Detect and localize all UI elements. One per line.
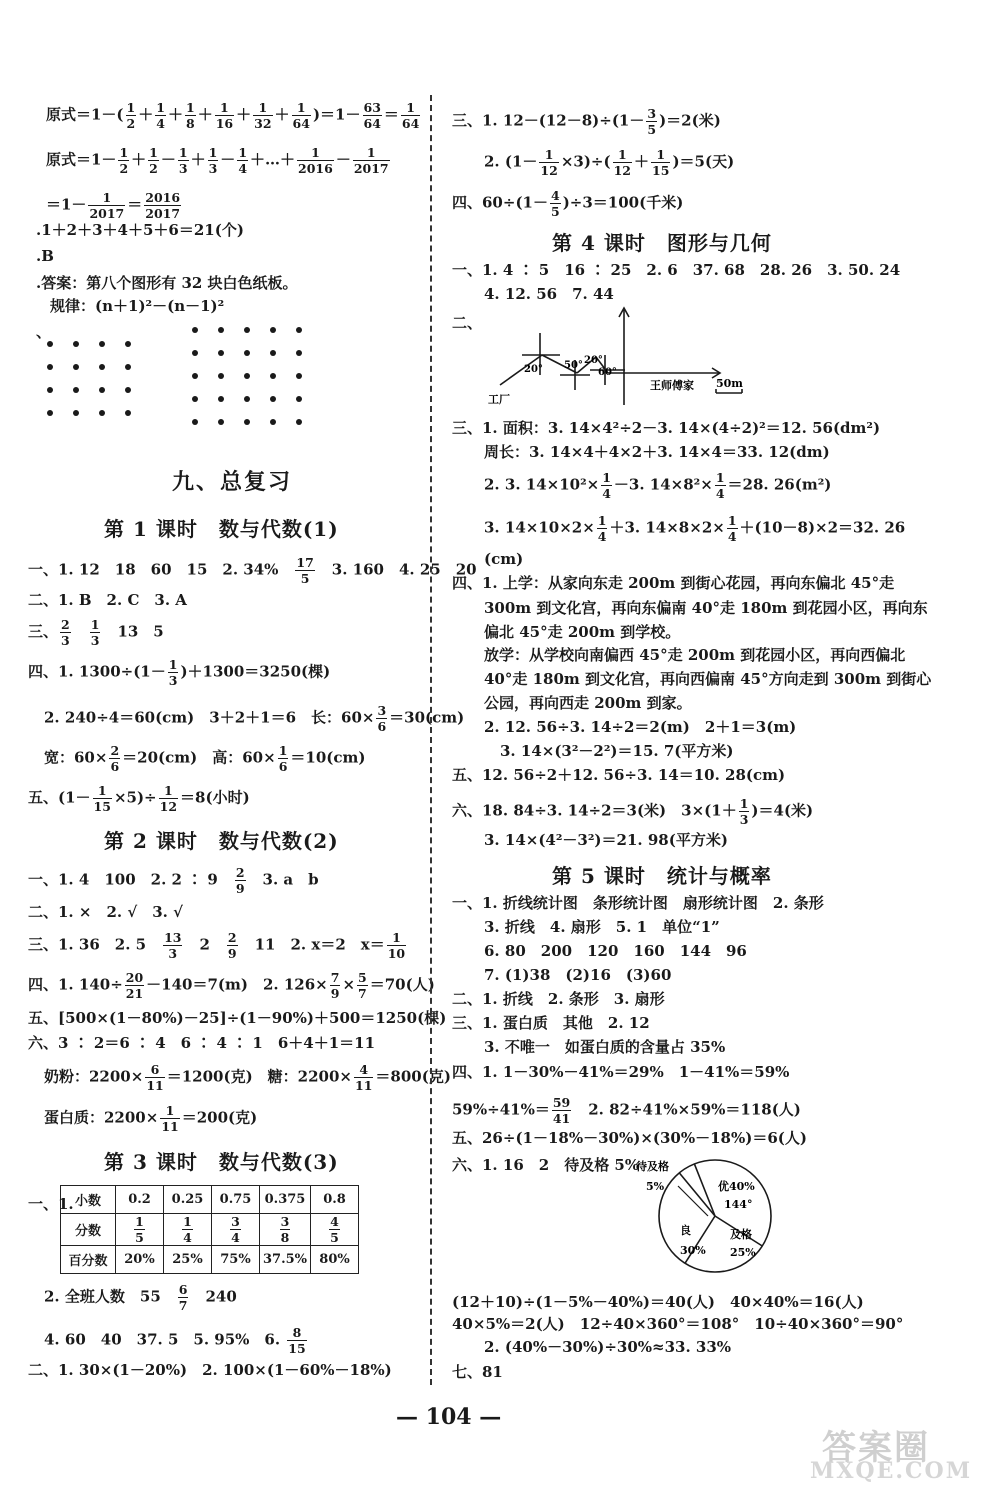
table-cell: 分数	[61, 1214, 116, 1246]
dot	[244, 373, 250, 379]
answer-line: 五、(1－ $\frac{1}{15}$ ×5)÷ $\frac{1}{12}$ ＝8(小时)	[28, 783, 250, 814]
watermark-url: MXQE.COM	[810, 1458, 973, 1484]
pie-label: 优40%	[718, 1180, 755, 1193]
answer-line: (cm)	[484, 550, 524, 568]
dot	[192, 419, 198, 425]
dot	[99, 364, 105, 370]
answer-line: 一、1. 4 100 2. 2 ∶ 9 $\frac{2}{9}$ 3. a b	[28, 865, 319, 896]
map-label: 50m	[716, 377, 743, 390]
answer-line: 二、1. 折线 2. 条形 3. 扇形	[452, 990, 665, 1008]
dot	[47, 364, 53, 370]
answer-line: 三、1. 36 2. 5 $\frac{13}{3}$ 2 $\frac{2}{9}$ 11 2. x＝2 x＝ $\frac{1}{10}$	[28, 930, 406, 961]
route-map-diagram	[480, 305, 760, 415]
answer-line: .1＋2＋3＋4＋5＋6＝21(个)	[36, 221, 244, 239]
answer-line: 宽：60× $\frac{2}{6}$ ＝20(cm) 高：60× $\frac{1}{6}$ ＝10(cm)	[44, 743, 366, 774]
pie-label: 良	[680, 1224, 691, 1237]
dot	[73, 364, 79, 370]
answer-line: 二、1. B 2. C 3. A	[28, 591, 187, 609]
conversion-table	[60, 1185, 359, 1274]
answer-line: 一、1. 12 18 60 15 2. 34% $\frac{17}{5}$ 3. 160 4. 25 20	[28, 555, 477, 586]
dot	[296, 373, 302, 379]
answer-line: 公园，再向西走 200m 到家。	[484, 694, 692, 712]
dot	[270, 396, 276, 402]
answer-line: 300m 到文化宫，再向东偏南 40°走 180m 到花园小区，再向东	[484, 599, 928, 617]
map-label: 20°	[524, 364, 543, 375]
table-cell: $\frac{1}{4}$	[164, 1214, 212, 1246]
answer-line: 五、[500×(1－80%)－25]÷(1－90%)＋500＝1250(棵)	[28, 1009, 447, 1027]
answer-line: 周长：3. 14×4＋4×2＋3. 14×4＝33. 12(dm)	[484, 443, 830, 461]
dot	[192, 350, 198, 356]
dot	[125, 410, 131, 416]
map-label: 20°	[584, 355, 603, 366]
dot	[99, 387, 105, 393]
dot	[218, 396, 224, 402]
lesson-heading: 第 5 课时 统计与概率	[552, 864, 772, 888]
answer-line: 3. 14×(3²－2²)＝15. 7(平方米)	[500, 742, 734, 760]
answer-line: 3. 不唯一 如蛋白质的含量占 35%	[484, 1038, 726, 1056]
answer-line: 3. 14×10×2× $\frac{1}{4}$ ＋3. 14×8×2× $\frac{1}{4}$ ＋(10－8)×2＝32. 26	[484, 513, 906, 544]
lesson-heading: 第 4 课时 图形与几何	[552, 231, 772, 255]
answer-line: 六、1. 16 2 待及格 5%	[452, 1156, 640, 1174]
dot	[192, 373, 198, 379]
answer-line: 四、1. 140÷ $\frac{20}{21}$ －140＝7(m) 2. 126× $\frac{7}{9}$ × $\frac{5}{7}$ ＝70(人)	[28, 970, 435, 1001]
dot	[296, 396, 302, 402]
dot	[192, 327, 198, 333]
table-cell: $\frac{3}{4}$	[212, 1214, 260, 1246]
answer-line: 3. 14×(4²－3²)＝21. 98(平方米)	[484, 831, 728, 849]
dot	[99, 410, 105, 416]
answer-line: 4. 60 40 37. 5 5. 95% 6. $\frac{8}{15}$	[44, 1325, 306, 1356]
dot	[244, 396, 250, 402]
table-cell: $\frac{4}{5}$	[311, 1214, 359, 1246]
answer-line: 五、26÷(1－18%－30%)×(30%－18%)＝6(人)	[452, 1129, 807, 1147]
answer-line: 2. 240÷4＝60(cm) 3＋2＋1＝6 长：60× $\frac{3}{6}$ ＝30(cm)	[44, 703, 465, 734]
pie-label: 待及格	[636, 1160, 669, 1173]
answer-line: 五、12. 56÷2＋12. 56÷3. 14＝10. 28(cm)	[452, 766, 786, 784]
dot	[125, 387, 131, 393]
answer-line: 40°走 180m 到文化宫，再向西偏南 45°方向走到 300m 到街心	[484, 670, 932, 688]
map-label: 王师傅家	[650, 379, 694, 392]
answer-line: 三、1. 蛋白质 其他 2. 12	[452, 1014, 650, 1032]
answer-line: 三、1. 面积：3. 14×4²÷2－3. 14×(4÷2)²＝12. 56(dm²)	[452, 419, 881, 437]
lesson-heading: 第 3 课时 数与代数(3)	[104, 1150, 339, 1174]
answer-line: 、	[36, 323, 52, 341]
map-label: 60°	[598, 367, 617, 378]
table-cell: 80%	[311, 1246, 359, 1274]
answer-line: 偏北 45°走 200m 到学校。	[484, 623, 681, 641]
dot	[244, 327, 250, 333]
dot	[192, 396, 198, 402]
lesson-heading: 第 1 课时 数与代数(1)	[104, 517, 339, 541]
map-label: 工厂	[488, 393, 510, 406]
answer-line: 蛋白质：2200× $\frac{1}{11}$ ＝200(克)	[44, 1103, 258, 1134]
table-cell: $\frac{1}{5}$	[116, 1214, 164, 1246]
answer-line: 四、60÷(1－ $\frac{4}{5}$ )÷3＝100(千米)	[452, 188, 684, 219]
answer-line: .B	[36, 247, 54, 265]
answer-line: 三、 $\frac{2}{3}$ $\frac{1}{3}$ 13 5	[28, 617, 164, 648]
dot	[270, 419, 276, 425]
answer-line: 7. (1)38 (2)16 (3)60	[484, 966, 672, 984]
section-title: 九、总复习	[172, 469, 293, 495]
table-row	[61, 1246, 359, 1274]
answer-line: (12＋10)÷(1－5%－40%)＝40(人) 40×40%＝16(人)	[452, 1293, 864, 1311]
dot	[270, 327, 276, 333]
dot	[270, 350, 276, 356]
dot	[244, 419, 250, 425]
answer-line: 一、1. 折线统计图 条形统计图 扇形统计图 2. 条形	[452, 894, 824, 912]
pie-slice-divider	[679, 1173, 715, 1216]
answer-line: 2. (1－ $\frac{1}{12}$ ×3)÷( $\frac{1}{12}$ ＋ $\frac{1}{15}$ )＝5(天)	[484, 147, 735, 178]
dot	[99, 341, 105, 347]
answer-line: 59%÷41%＝ $\frac{59}{41}$ 2. 82÷41%×59%＝118(人)	[452, 1095, 801, 1126]
table-cell: 0.75	[212, 1186, 260, 1214]
pie-slice-divider	[694, 1164, 715, 1216]
answer-line: 奶粉：2200× $\frac{6}{11}$ ＝1200(克) 糖：2200× $\frac{4}{11}$ ＝800(克)	[44, 1062, 451, 1093]
answer-line: 4. 12. 56 7. 44	[484, 285, 614, 303]
answer-line: 3. 折线 4. 扇形 5. 1 单位“1”	[484, 918, 720, 936]
answer-line: 2. 12. 56÷3. 14÷2＝2(m) 2＋1＝3(m)	[484, 718, 797, 736]
table-cell: 0.8	[311, 1186, 359, 1214]
dot	[125, 341, 131, 347]
column-divider	[430, 95, 432, 1385]
answer-line: 二、1. × 2. √ 3. √	[28, 903, 183, 921]
table-cell: 0.375	[260, 1186, 311, 1214]
answer-line: 2. (40%－30%)÷30%≈33. 33%	[484, 1338, 732, 1356]
dot	[47, 410, 53, 416]
answer-line: 原式＝1－ $\frac{1}{2}$ ＋ $\frac{1}{2}$ － $\frac{1}{3}$ ＋ $\frac{1}{3}$ － $\frac{1}{4}$ ＋…＋ $\frac{1}{2016}$ － $\frac{1}{2017}$	[46, 145, 389, 176]
answer-line: 40×5%＝2(人) 12÷40×360°＝108° 10÷40×360°＝90°	[452, 1315, 904, 1333]
dot	[218, 373, 224, 379]
dot-pattern-figures	[30, 318, 330, 448]
pie-label: 及格	[730, 1228, 752, 1241]
dot	[296, 350, 302, 356]
answer-line: ＝1－ $\frac{1}{2017}$ ＝ $\frac{2016}{2017}$	[46, 190, 181, 221]
pie-label: 5%	[646, 1180, 665, 1193]
table-cell: 37.5%	[260, 1246, 311, 1274]
table-cell: 小数	[61, 1186, 116, 1214]
answer-line: 二、1. 30×(1－20%) 2. 100×(1－60%－18%)	[28, 1361, 392, 1379]
dot	[73, 410, 79, 416]
answer-line: 放学：从学校向南偏西 45°走 200m 到花园小区，再向西偏北	[484, 646, 906, 664]
table-cell: 0.2	[116, 1186, 164, 1214]
answer-line: 四、1. 上学：从家向东走 200m 到街心花园，再向东偏北 45°走	[452, 574, 895, 592]
answer-line: 原式＝1－( $\frac{1}{2}$ ＋ $\frac{1}{4}$ ＋ $\frac{1}{8}$ ＋ $\frac{1}{16}$ ＋ $\frac{1}{32}$ ＋ $\frac{1}{64}$ )＝1－ $\frac{63}{64}$ ＝ $\frac{1}{64}$	[46, 100, 420, 131]
dot	[296, 327, 302, 333]
table-cell: 20%	[116, 1246, 164, 1274]
dot	[218, 350, 224, 356]
dot	[73, 341, 79, 347]
answer-line: 六、3 ∶ 2＝6 ∶ 4 6 ∶ 4 ∶ 1 6＋4＋1＝11	[28, 1034, 376, 1052]
answer-line: 规律：(n＋1)²－(n－1)²	[50, 297, 225, 315]
answer-line: 一、1.	[28, 1195, 74, 1213]
dot	[270, 373, 276, 379]
watermark-logo: 答案圈	[822, 1428, 930, 1468]
dot	[244, 350, 250, 356]
table-row	[61, 1186, 359, 1214]
dot	[218, 327, 224, 333]
answer-line: 六、18. 84÷3. 14÷2＝3(米) 3×(1＋ $\frac{1}{3}$ )＝4(米)	[452, 796, 814, 827]
pie-chart	[630, 1158, 790, 1298]
answer-line: 6. 80 200 120 160 144 96	[484, 942, 747, 960]
table-cell: 25%	[164, 1246, 212, 1274]
dot	[73, 387, 79, 393]
answer-line: 四、1. 1300÷(1－ $\frac{1}{3}$ )＋1300＝3250(棵)	[28, 657, 331, 688]
dot	[125, 364, 131, 370]
answer-line: 2. 全班人数 55 $\frac{6}{7}$ 240	[44, 1282, 237, 1313]
map-label: 50°	[564, 360, 583, 371]
pie-label: 30%	[680, 1244, 706, 1257]
answer-line: 四、1. 1－30%－41%＝29% 1－41%＝59%	[452, 1063, 790, 1081]
answer-line: 一、1. 4 ∶ 5 16 ∶ 25 2. 6 37. 68 28. 26 3. 50. 24	[452, 261, 901, 279]
dot	[296, 419, 302, 425]
dot	[218, 419, 224, 425]
answer-line: 二、	[452, 314, 483, 332]
table-cell: 0.25	[164, 1186, 212, 1214]
page-number: — 104 —	[396, 1404, 502, 1430]
dot	[47, 341, 53, 347]
table-row	[61, 1214, 359, 1246]
answer-line: 三、1. 12－(12－8)÷(1－ $\frac{3}{5}$ )＝2(米)	[452, 106, 721, 137]
answer-line: .答案：第八个图形有 32 块白色纸板。	[36, 274, 298, 292]
table-cell: $\frac{3}{8}$	[260, 1214, 311, 1246]
table-cell: 百分数	[61, 1246, 116, 1274]
answer-line: 2. 3. 14×10²× $\frac{1}{4}$ －3. 14×8²× $\frac{1}{4}$ ＝28. 26(m²)	[484, 470, 832, 501]
table-cell: 75%	[212, 1246, 260, 1274]
lesson-heading: 第 2 课时 数与代数(2)	[104, 829, 339, 853]
pie-label: 25%	[730, 1246, 756, 1259]
answer-line: 七、81	[452, 1363, 503, 1381]
dot	[47, 387, 53, 393]
pie-label: 144°	[724, 1198, 753, 1211]
